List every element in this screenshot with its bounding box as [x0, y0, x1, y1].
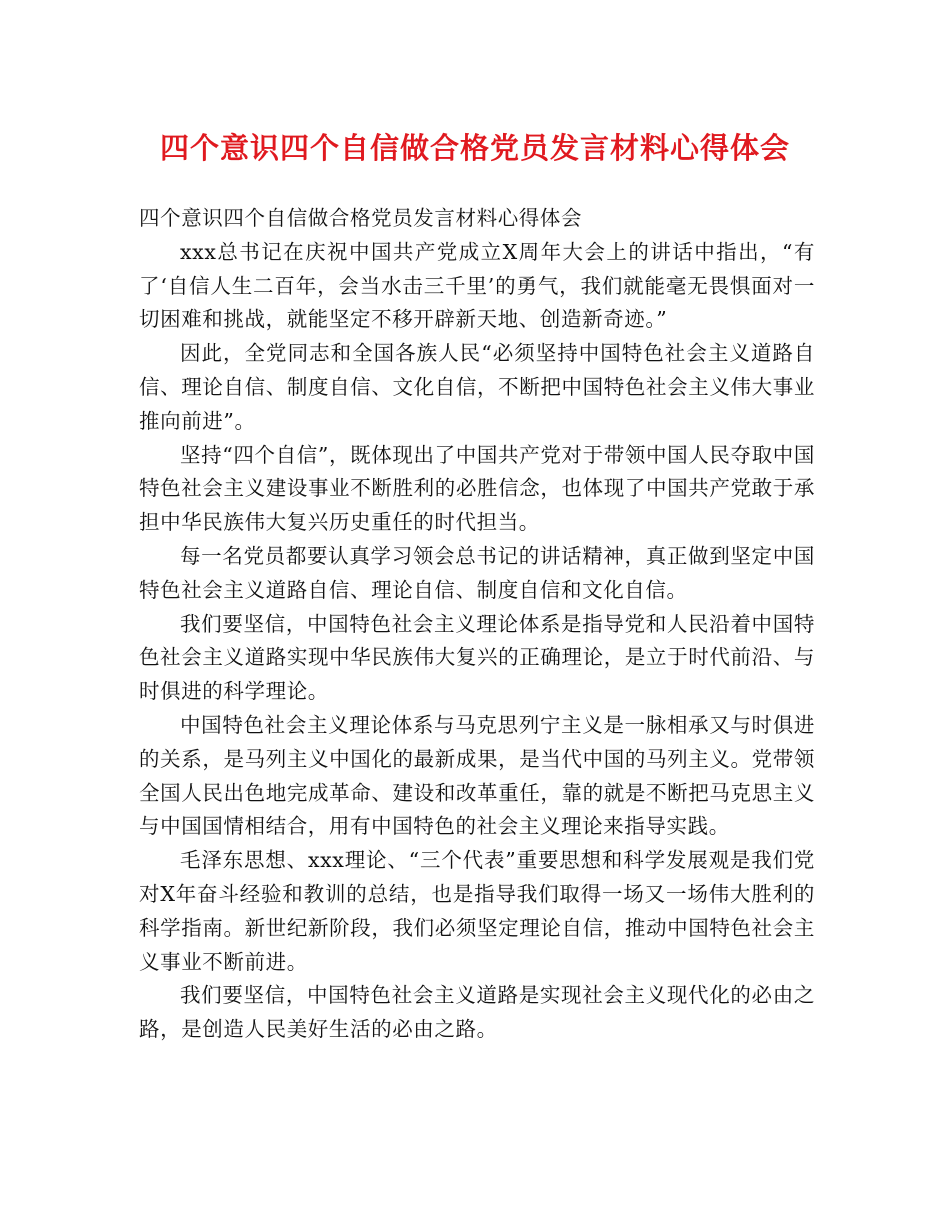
paragraph: 毛泽东思想、xxx理论、“三个代表”重要思想和科学发展观是我们党对X年奋斗经验和教训的总结，也是指导我们取得一场又一场伟大胜利的科学指南。新世纪新阶段，我们必须坚定理论自信，推动中国特色社会主义事业不断前进。 — [139, 848, 815, 974]
paragraph: 中国特色社会主义理论体系与马克思列宁主义是一脉相承又与时俱进的关系，是马列主义中国化的最新成果，是当代中国的马列主义。党带领全国人民出色地完成革命、建设和改革重任，靠的就是不断把马克思主义与中国国情相结合，用有中国特色的社会主义理论来指导实践。 — [139, 712, 815, 839]
document-title: 四个意识四个自信做合格党员发言材料心得体会 — [159, 131, 790, 165]
paragraph: 我们要坚信，中国特色社会主义理论体系是指导党和人民沿着中国特色社会主义道路实现中华民族伟大复兴的正确理论，是立于时代前沿、与时俱进的科学理论。 — [139, 611, 815, 704]
paragraph: 我们要坚信，中国特色社会主义道路是实现社会主义现代化的必由之路，是创造人民美好生活的必由之路。 — [139, 983, 815, 1042]
paragraph: xxx总书记在庆祝中国共产党成立X周年大会上的讲话中指出，“有了‘自信人生二百年，会当水击三千里’的勇气，我们就能毫无畏惧面对一切困难和挑战，就能坚定不移开辟新天地、创造新奇迹。” — [139, 239, 815, 332]
paragraph: 每一名党员都要认真学习领会总书记的讲话精神，真正做到坚定中国特色社会主义道路自信、理论自信、制度自信和文化自信。 — [139, 543, 815, 602]
document-body — [139, 202, 815, 1047]
document-subtitle: 四个意识四个自信做合格党员发言材料心得体会 — [139, 206, 583, 230]
paragraph: 坚持“四个自信”，既体现出了中国共产党对于带领中国人民夺取中国特色社会主义建设事业不断胜利的必胜信念，也体现了中国共产党敢于承担中华民族伟大复兴历史重任的时代担当。 — [139, 442, 815, 535]
paragraph: 因此，全党同志和全国各族人民“必须坚持中国特色社会主义道路自信、理论自信、制度自信、文化自信，不断把中国特色社会主义伟大事业推向前进”。 — [139, 341, 815, 433]
